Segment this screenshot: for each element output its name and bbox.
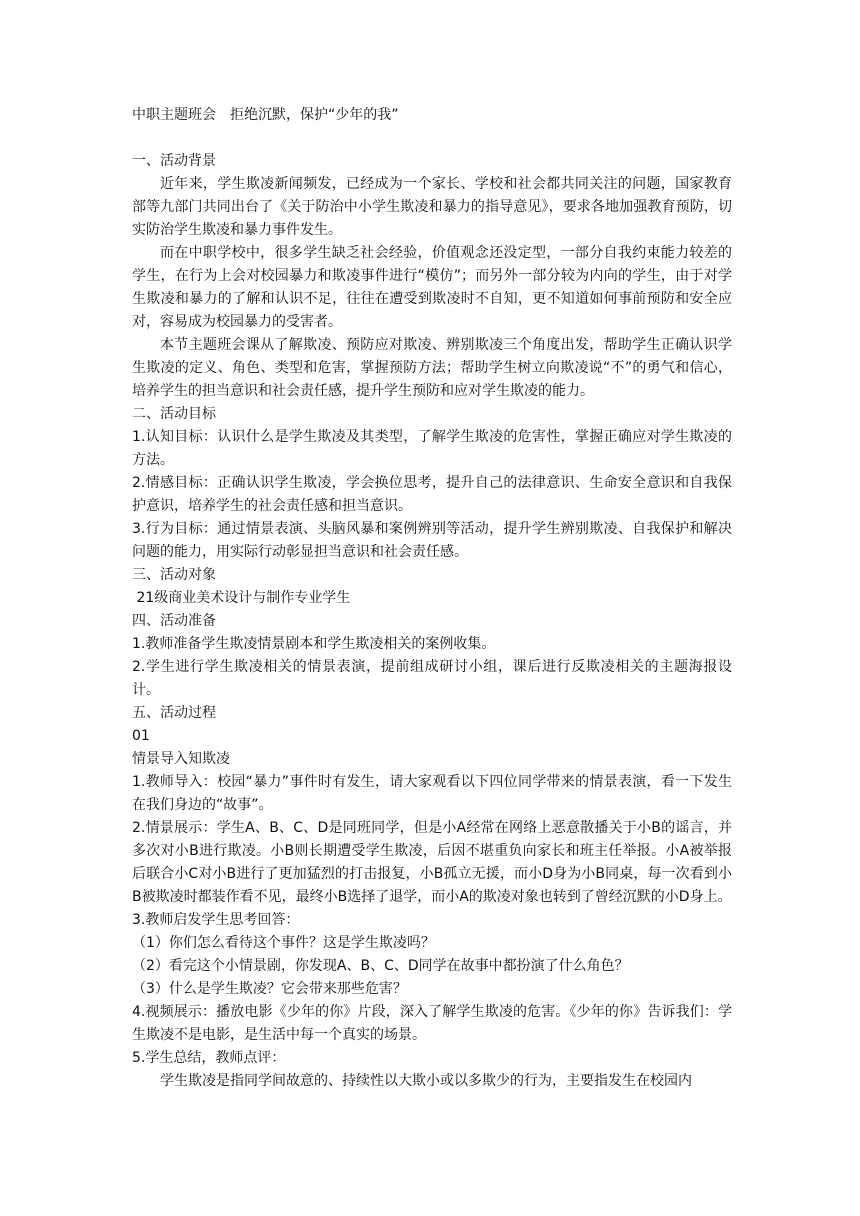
section-heading-audience: 三、活动对象 (132, 567, 216, 583)
process-item: 2.情景展示：学生A、B、C、D是同班同学，但是小A经常在网络上恶意散播关于小B的谣言，并多次对小B进行欺凌。小B则长期遭受学生欺凌，后因不堪重负向家长和班主任举报。小A被举报后联合小C对小B进行了更加猛烈的打击报复，小B孤立无援，而小D身为小B同桌，每一次看到小B被欺凌时都装作看不见，最终小B选择了退学，而小A的欺凌对象也转到了曾经沉默的小D身上。 (132, 820, 732, 905)
section-heading-goals: 二、活动目标 (132, 406, 216, 422)
spacer (132, 127, 732, 150)
process-item: 3.教师启发学生思考回答： (132, 912, 300, 928)
background-paragraph: 而在中职学校中，很多学生缺乏社会经验，价值观念还没定型，一部分自我约束能力较差的学生，在行为上会对校园暴力和欺凌事件进行“模仿”；而另外一部分较为内向的学生，由于对学生欺凌和暴力的了解和认识不足，往往在遭受到欺凌时不自知，更不知道如何事前预防和安全应对，容易成为校园暴力的受害者。 (132, 245, 732, 330)
audience-text: 21级商业美术设计与制作专业学生 (132, 590, 351, 606)
background-paragraph: 近年来，学生欺凌新闻频发，已经成为一个家长、学校和社会都共同关注的问题，国家教育部等九部门共同出台了《关于防治中小学生欺凌和暴力的指导意见》，要求各地加强教育预防，切实防治学生欺凌和暴力事件发生。 (132, 176, 732, 238)
process-item: 4.视频展示：播放电影《少年的你》片段，深入了解学生欺凌的危害。《少年的你》告诉我们：学生欺凌不是电影，是生活中每一个真实的场景。 (132, 1004, 732, 1043)
process-item: 1.教师导入：校园“暴力”事件时有发生，请大家观看以下四位同学带来的情景表演，看一下发生在我们身边的“故事”。 (132, 774, 732, 813)
section-heading-preparation: 四、活动准备 (132, 613, 216, 629)
question-item: （3）什么是学生欺凌？它会带来那些危害？ (132, 981, 407, 997)
closing-paragraph: 学生欺凌是指同学间故意的、持续性以大欺小或以多欺少的行为，主要指发生在校园内 (160, 1073, 692, 1089)
goal-item: 2.情感目标：正确认识学生欺凌，学会换位思考，提升自己的法律意识、生命安全意识和自我保护意识，培养学生的社会责任感和担当意识。 (132, 475, 732, 514)
goal-item: 3.行为目标：通过情景表演、头脑风暴和案例辨别等活动，提升学生辨别欺凌、自我保护和解决问题的能力，用实际行动彰显担当意识和社会责任感。 (132, 521, 732, 560)
background-paragraph: 本节主题班会课从了解欺凌、预防应对欺凌、辨别欺凌三个角度出发，帮助学生正确认识学生欺凌的定义、角色、类型和危害，掌握预防方法；帮助学生树立向欺凌说“不”的勇气和信心，培养学生的担当意识和社会责任感，提升学生预防和应对学生欺凌的能力。 (132, 337, 732, 399)
goal-item: 1.认知目标：认识什么是学生欺凌及其类型，了解学生欺凌的危害性，掌握正确应对学生欺凌的方法。 (132, 429, 732, 468)
preparation-item: 2.学生进行学生欺凌相关的情景表演，提前组成研讨小组，课后进行反欺凌相关的主题海报设计。 (132, 659, 732, 698)
step-number: 01 (132, 728, 150, 744)
document-title: 中职主题班会 拒绝沉默，保护“少年的我” (132, 107, 399, 123)
document-page (132, 104, 732, 1093)
section-heading-background: 一、活动背景 (132, 153, 216, 169)
preparation-item: 1.教师准备学生欺凌情景剧本和学生欺凌相关的案例收集。 (132, 636, 496, 652)
section-heading-process: 五、活动过程 (132, 705, 216, 721)
process-item: 5.学生总结，教师点评： (132, 1050, 286, 1066)
step-heading: 情景导入知欺凌 (132, 751, 230, 767)
question-item: （1）你们怎么看待这个事件？这是学生欺凌吗？ (132, 935, 435, 951)
question-item: （2）看完这个小情景剧，你发现A、B、C、D同学在故事中都扮演了什么角色？ (132, 958, 629, 974)
